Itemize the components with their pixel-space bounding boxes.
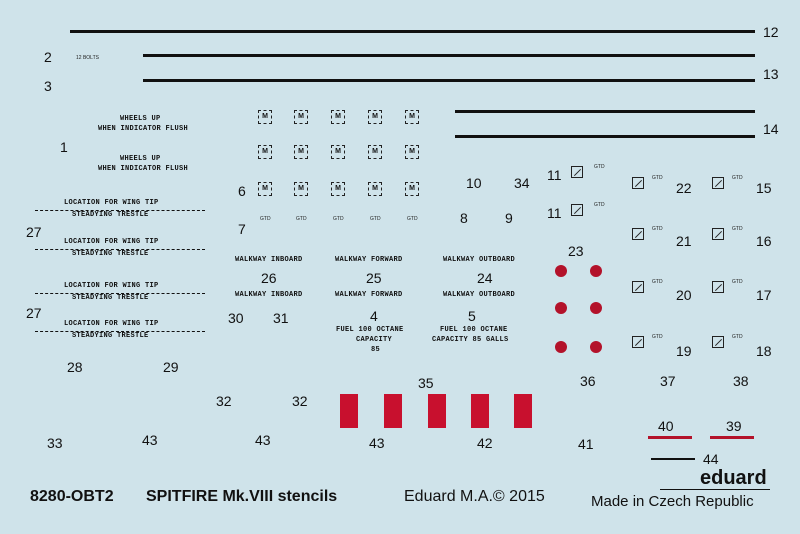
m-box: M bbox=[368, 145, 382, 159]
stripe-14a bbox=[455, 110, 755, 113]
m-box: M bbox=[294, 110, 308, 124]
m-box: M bbox=[368, 182, 382, 196]
decal-number-9: 9 bbox=[505, 210, 513, 226]
decal-number-44: 44 bbox=[703, 451, 719, 467]
m-box: M bbox=[405, 182, 419, 196]
lock-square bbox=[712, 281, 724, 293]
gtd-stencil: GTD bbox=[333, 216, 344, 222]
decal-number-32a: 32 bbox=[216, 393, 232, 409]
red-strip bbox=[710, 436, 754, 439]
m-box: M bbox=[331, 182, 345, 196]
sheet-code: 8280-OBT2 bbox=[30, 488, 114, 505]
decal-number-27b: 27 bbox=[26, 305, 42, 321]
red-dot bbox=[590, 302, 602, 314]
gtd-stencil: GTD bbox=[652, 334, 663, 340]
decal-number-35: 35 bbox=[418, 375, 434, 391]
fuel-stencil-5b: CAPACITY 85 GALLS bbox=[432, 336, 509, 344]
gtd-stencil: GTD bbox=[594, 164, 605, 170]
m-box: M bbox=[258, 145, 272, 159]
red-dot bbox=[590, 341, 602, 353]
wheels-up-stencil-2a: WHEELS UP bbox=[120, 155, 161, 163]
stripe-13b bbox=[143, 79, 755, 82]
decal-number-37: 37 bbox=[660, 373, 676, 389]
lock-square bbox=[632, 228, 644, 240]
decal-number-28: 28 bbox=[67, 359, 83, 375]
red-dot bbox=[555, 265, 567, 277]
decal-number-3: 3 bbox=[44, 78, 52, 94]
gtd-stencil: GTD bbox=[652, 279, 663, 285]
lock-square bbox=[571, 204, 583, 216]
gtd-stencil: GTD bbox=[370, 216, 381, 222]
trestle-stencil-c1: LOCATION FOR WING TIP bbox=[64, 282, 159, 290]
red-panel bbox=[428, 394, 446, 428]
wheels-up-stencil-2b: WHEN INDICATOR FLUSH bbox=[98, 165, 189, 173]
fuel-stencil-4b: CAPACITY bbox=[356, 336, 393, 344]
decal-number-26: 26 bbox=[261, 270, 277, 286]
walkway-forward-2: WALKWAY FORWARD bbox=[335, 291, 403, 299]
decal-number-30: 30 bbox=[228, 310, 244, 326]
walkway-forward-1: WALKWAY FORWARD bbox=[335, 256, 403, 264]
decal-number-5: 5 bbox=[468, 308, 476, 324]
decal-number-43a: 43 bbox=[142, 432, 158, 448]
eduard-logo: eduard bbox=[700, 467, 767, 489]
gtd-stencil: GTD bbox=[732, 175, 743, 181]
decal-number-25: 25 bbox=[366, 270, 382, 286]
gtd-stencil: GTD bbox=[652, 175, 663, 181]
decal-number-34: 34 bbox=[514, 175, 530, 191]
fuel-stencil-4c: 85 bbox=[371, 346, 381, 354]
decal-number-11a: 11 bbox=[547, 167, 562, 183]
gtd-stencil: GTD bbox=[732, 279, 743, 285]
decal-number-8: 8 bbox=[460, 210, 468, 226]
trestle-stencil-b2: STEADYING TRESTLE bbox=[72, 250, 149, 258]
lock-square bbox=[632, 336, 644, 348]
decal-number-20: 20 bbox=[676, 287, 692, 303]
decal-number-4: 4 bbox=[370, 308, 378, 324]
lock-square bbox=[712, 336, 724, 348]
gtd-stencil: GTD bbox=[260, 216, 271, 222]
m-box: M bbox=[368, 110, 382, 124]
decal-number-19: 19 bbox=[676, 343, 692, 359]
decal-number-43c: 43 bbox=[369, 435, 385, 451]
fuel-stencil-5a: FUEL 100 OCTANE bbox=[440, 326, 508, 334]
fuel-stencil-4a: FUEL 100 OCTANE bbox=[336, 326, 404, 334]
walkway-inboard-1: WALKWAY INBOARD bbox=[235, 256, 303, 264]
decal-number-40: 40 bbox=[658, 418, 674, 434]
decal-number-15: 15 bbox=[756, 180, 772, 196]
wheels-up-stencil-1a: WHEELS UP bbox=[120, 115, 161, 123]
gtd-stencil: GTD bbox=[296, 216, 307, 222]
decal-number-21: 21 bbox=[676, 233, 692, 249]
decal-number-18: 18 bbox=[756, 343, 772, 359]
decal-number-2: 2 bbox=[44, 49, 52, 65]
decal-number-7: 7 bbox=[238, 221, 246, 237]
decal-number-22: 22 bbox=[676, 180, 692, 196]
decal-number-16: 16 bbox=[756, 233, 772, 249]
gtd-stencil: GTD bbox=[732, 334, 743, 340]
decal-number-38: 38 bbox=[733, 373, 749, 389]
red-panel bbox=[384, 394, 402, 428]
decal-number-41: 41 bbox=[578, 436, 594, 452]
lock-square bbox=[712, 177, 724, 189]
logo-underline bbox=[660, 489, 770, 490]
decal-number-31: 31 bbox=[273, 310, 289, 326]
lock-square bbox=[571, 166, 583, 178]
stripe-44 bbox=[651, 458, 695, 460]
trestle-stencil-d1: LOCATION FOR WING TIP bbox=[64, 320, 159, 328]
bolts-stencil: 12 BOLTS bbox=[76, 55, 99, 61]
decal-number-24: 24 bbox=[477, 270, 493, 286]
decal-number-33: 33 bbox=[47, 435, 63, 451]
gtd-stencil: GTD bbox=[732, 226, 743, 232]
decal-number-27a: 27 bbox=[26, 224, 42, 240]
trestle-stencil-a1: LOCATION FOR WING TIP bbox=[64, 199, 159, 207]
decal-number-23: 23 bbox=[568, 243, 584, 259]
decal-number-36: 36 bbox=[580, 373, 596, 389]
trestle-stencil-a2: STEADYING TRESTLE bbox=[72, 211, 149, 219]
m-box: M bbox=[405, 110, 419, 124]
red-panel bbox=[514, 394, 532, 428]
decal-number-10: 10 bbox=[466, 175, 482, 191]
decal-number-39: 39 bbox=[726, 418, 742, 434]
decal-number-32b: 32 bbox=[292, 393, 308, 409]
decal-number-29: 29 bbox=[163, 359, 179, 375]
red-dot bbox=[555, 341, 567, 353]
decal-number-42: 42 bbox=[477, 435, 493, 451]
decal-number-12: 12 bbox=[763, 24, 779, 40]
walkway-outboard-1: WALKWAY OUTBOARD bbox=[443, 256, 516, 264]
decal-number-11b: 11 bbox=[547, 205, 562, 221]
stripe-13 bbox=[143, 54, 755, 57]
gtd-stencil: GTD bbox=[594, 202, 605, 208]
trestle-stencil-c2: STEADYING TRESTLE bbox=[72, 294, 149, 302]
wheels-up-stencil-1b: WHEN INDICATOR FLUSH bbox=[98, 125, 189, 133]
red-dot bbox=[590, 265, 602, 277]
decal-number-6: 6 bbox=[238, 183, 246, 199]
m-box: M bbox=[405, 145, 419, 159]
decal-number-17: 17 bbox=[756, 287, 772, 303]
decal-number-14: 14 bbox=[763, 121, 779, 137]
lock-square bbox=[632, 281, 644, 293]
red-dot bbox=[555, 302, 567, 314]
gtd-stencil: GTD bbox=[407, 216, 418, 222]
lock-square bbox=[632, 177, 644, 189]
copyright: Eduard M.A.© 2015 bbox=[404, 488, 545, 505]
m-box: M bbox=[258, 182, 272, 196]
walkway-outboard-2: WALKWAY OUTBOARD bbox=[443, 291, 516, 299]
m-box: M bbox=[331, 145, 345, 159]
stripe-14b bbox=[455, 135, 755, 138]
sheet-title: SPITFIRE Mk.VIII stencils bbox=[146, 488, 338, 505]
gtd-stencil: GTD bbox=[652, 226, 663, 232]
decal-number-13: 13 bbox=[763, 66, 779, 82]
m-box: M bbox=[294, 145, 308, 159]
made-in: Made in Czech Republic bbox=[591, 493, 754, 510]
walkway-inboard-2: WALKWAY INBOARD bbox=[235, 291, 303, 299]
decal-number-1: 1 bbox=[60, 139, 68, 155]
trestle-stencil-d2: STEADYING TRESTLE bbox=[72, 332, 149, 340]
decal-number-43b: 43 bbox=[255, 432, 271, 448]
stripe-12 bbox=[70, 30, 755, 33]
red-strip bbox=[648, 436, 692, 439]
trestle-stencil-b1: LOCATION FOR WING TIP bbox=[64, 238, 159, 246]
red-panel bbox=[340, 394, 358, 428]
m-box: M bbox=[331, 110, 345, 124]
m-box: M bbox=[258, 110, 272, 124]
m-box: M bbox=[294, 182, 308, 196]
lock-square bbox=[712, 228, 724, 240]
red-panel bbox=[471, 394, 489, 428]
